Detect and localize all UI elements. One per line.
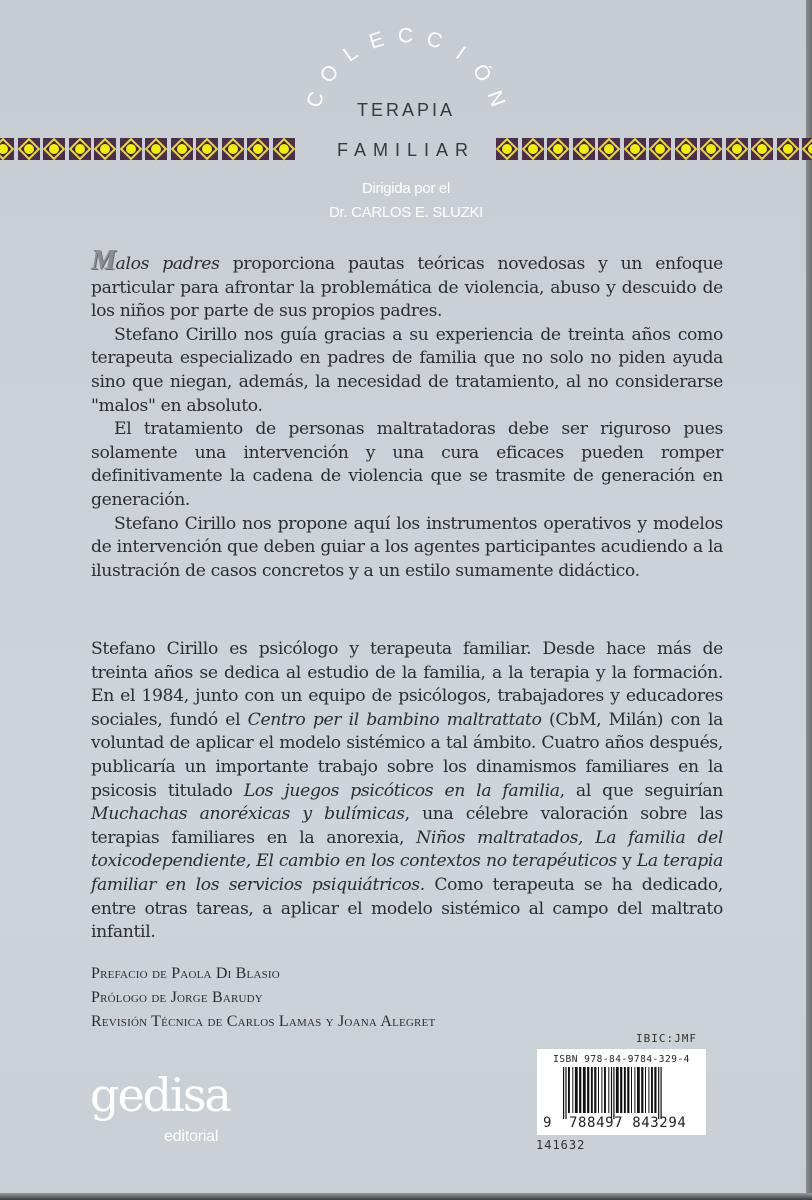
barcode-bar: [568, 1067, 570, 1113]
publisher-logo-subtitle: editorial: [164, 1128, 219, 1145]
book-blurb: [91, 245, 723, 583]
ornament-tile: [649, 138, 671, 160]
ean-digits: 788497 843294: [569, 1115, 687, 1131]
arc-letter: L: [339, 40, 363, 67]
blurb-paragraph: [91, 245, 723, 324]
barcode-bar: [631, 1067, 632, 1113]
arc-letter: C: [423, 27, 447, 54]
barcode-bar: [648, 1067, 649, 1113]
barcode-bar: [624, 1067, 626, 1113]
ornament-tile: [598, 138, 620, 160]
barcode-bar: [627, 1067, 629, 1113]
internal-code: 141632: [536, 1138, 586, 1152]
publisher-logo: gedisa: [90, 1068, 230, 1122]
barcode-bar: [579, 1067, 581, 1113]
arc-letter: O: [315, 59, 345, 88]
blurb-paragraph: Stefano Cirillo nos propone aquí los instrumentos operativos y modelos de intervención que deben guiar a los agentes participantes acudiendo a la ilustración de casos concretos y a un estilo sumamente didáctico.: [91, 513, 723, 581]
bio-text: y: [616, 851, 637, 872]
bio-italic-title: Niños maltratados, La familia del toxicodependiente, El cambio en los contextos no terapéuticos: [91, 827, 723, 872]
barcode-bar: [594, 1067, 596, 1113]
barcode-guard-bar: [611, 1067, 612, 1119]
arc-letter: Ó: [467, 59, 497, 88]
ornament-tile: [496, 138, 518, 160]
barcode-bar: [654, 1067, 656, 1113]
arc-letter: E: [366, 27, 388, 54]
bio-text: (CbM, Milán) con la voluntad de aplicar el modelo sistémico a tal ámbito. Cuatro años después, publicaría un importante trabajo sobre los dinamismos familiares en la psicosis titulado: [91, 709, 723, 801]
barcode-bar: [616, 1067, 619, 1113]
book-title: alos padres: [115, 254, 220, 274]
barcode-guard-bar: [613, 1067, 614, 1119]
isbn-barcode: [537, 1049, 706, 1135]
blurb-paragraph: El tratamiento de personas maltratadoras debe ser riguroso pues solamente una intervención y una cura eficaces pueden romper definitivamente la cadena de violencia que se trasmite de generación en generación.: [91, 419, 723, 510]
series-title-familiar: FAMILIAR: [336, 140, 476, 160]
arc-letter: I: [451, 42, 471, 65]
credit-prologue: Prólogo de Jorge Barudy: [91, 989, 263, 1006]
bio-italic-title: Los juegos psicóticos en la familia: [243, 780, 560, 801]
barcode-guard-bar: [563, 1067, 564, 1119]
ibic-code: IBIC:JMF: [636, 1032, 697, 1045]
barcode-bar: [645, 1067, 646, 1113]
barcode-bar: [651, 1067, 653, 1113]
barcode-bars: [561, 1067, 701, 1119]
barcode-bar: [641, 1067, 643, 1113]
ornament-tile: [547, 138, 569, 160]
barcode-guard-bar: [658, 1067, 659, 1119]
arc-letter: C: [302, 87, 330, 111]
bio-italic-title: Muchachas anoréxicas y bulímicas: [91, 804, 405, 825]
ornament-tile: [624, 138, 646, 160]
barcode-guard-bar: [661, 1067, 662, 1119]
blurb-paragraph: Stefano Cirillo nos guía gracias a su experiencia de treinta años como terapeuta especializado en padres de familia que no solo no piden ayuda sino que niegan, además, la necesidad de tratamiento, al no considerarse "malos" en absoluto.: [91, 324, 723, 416]
ean-lead-digit: 9: [543, 1115, 552, 1131]
ornament-band-right: [496, 138, 812, 162]
credit-technical-review: Revisión Técnica de Carlos Lamas y Joana Alegret: [91, 1013, 436, 1030]
ornament-tile: [802, 138, 812, 160]
bio-text: , una célebre valoración sobre las terapias familiares en la anorexia,: [91, 804, 723, 848]
author-bio: [91, 638, 723, 945]
arc-letter: C: [397, 24, 415, 48]
series-director: Dr. CARLOS E. SLUZKI: [328, 204, 484, 221]
barcode-bar: [583, 1067, 586, 1113]
credits-list: [91, 962, 651, 1034]
blurb-text: proporciona pautas teóricas novedosas y un enfoque particular para afrontar la problemática de violencia, abuso y descuido de los niños por parte de sus propios padres.: [91, 254, 723, 322]
barcode-bar: [604, 1067, 606, 1113]
arc-letter: N: [482, 87, 510, 111]
scan-edge-bottom: [0, 1193, 812, 1200]
barcode-bar: [587, 1067, 589, 1113]
barcode-guard-bar: [565, 1067, 566, 1119]
bio-italic-title: Centro per il bambino maltrattato: [247, 709, 542, 730]
credit-preface: Prefacio de Paola Di Blasio: [91, 965, 280, 982]
drop-cap: M: [91, 245, 116, 276]
ornament-tile: [751, 138, 773, 160]
directed-by-label: Dirigida por el: [361, 180, 451, 197]
bio-text: Stefano Cirillo es psicólogo y terapeuta familiar. Desde hace más de treinta años se dedica al estudio de la familia, a la terapia y la formación. En el 1984, junto con un equipo de psicólogos, trabajadores y educadores sociales, fundó el: [91, 639, 723, 730]
ornament-tile: [700, 138, 722, 160]
bio-text: , al que seguirían: [559, 780, 723, 801]
barcode-bar: [601, 1067, 602, 1113]
bio-text: Como terapeuta se ha dedicado, entre otras tareas, a aplicar el modelo sistémico al campo del maltrato infantil.: [91, 874, 724, 943]
ornament-tile: [777, 138, 799, 160]
barcode-bar: [591, 1067, 593, 1113]
barcode-bar: [608, 1067, 609, 1113]
isbn-label: ISBN 978-84-9784-329-4: [553, 1054, 690, 1065]
bio-italic-title: La terapia familiar en los servicios psiquiátricos.: [91, 851, 723, 895]
series-title-terapia: TERAPIA: [356, 100, 456, 120]
ornament-tile: [726, 138, 748, 160]
ornament-tile: [522, 138, 544, 160]
barcode-bar: [634, 1067, 635, 1113]
ornament-tile: [675, 138, 697, 160]
bio-paragraph: [91, 638, 723, 945]
barcode-bar: [620, 1067, 622, 1113]
barcode-bar: [637, 1067, 640, 1113]
barcode-bar: [572, 1067, 573, 1113]
ornament-tile: [573, 138, 595, 160]
barcode-bar: [598, 1067, 599, 1113]
barcode-bar: [575, 1067, 578, 1113]
